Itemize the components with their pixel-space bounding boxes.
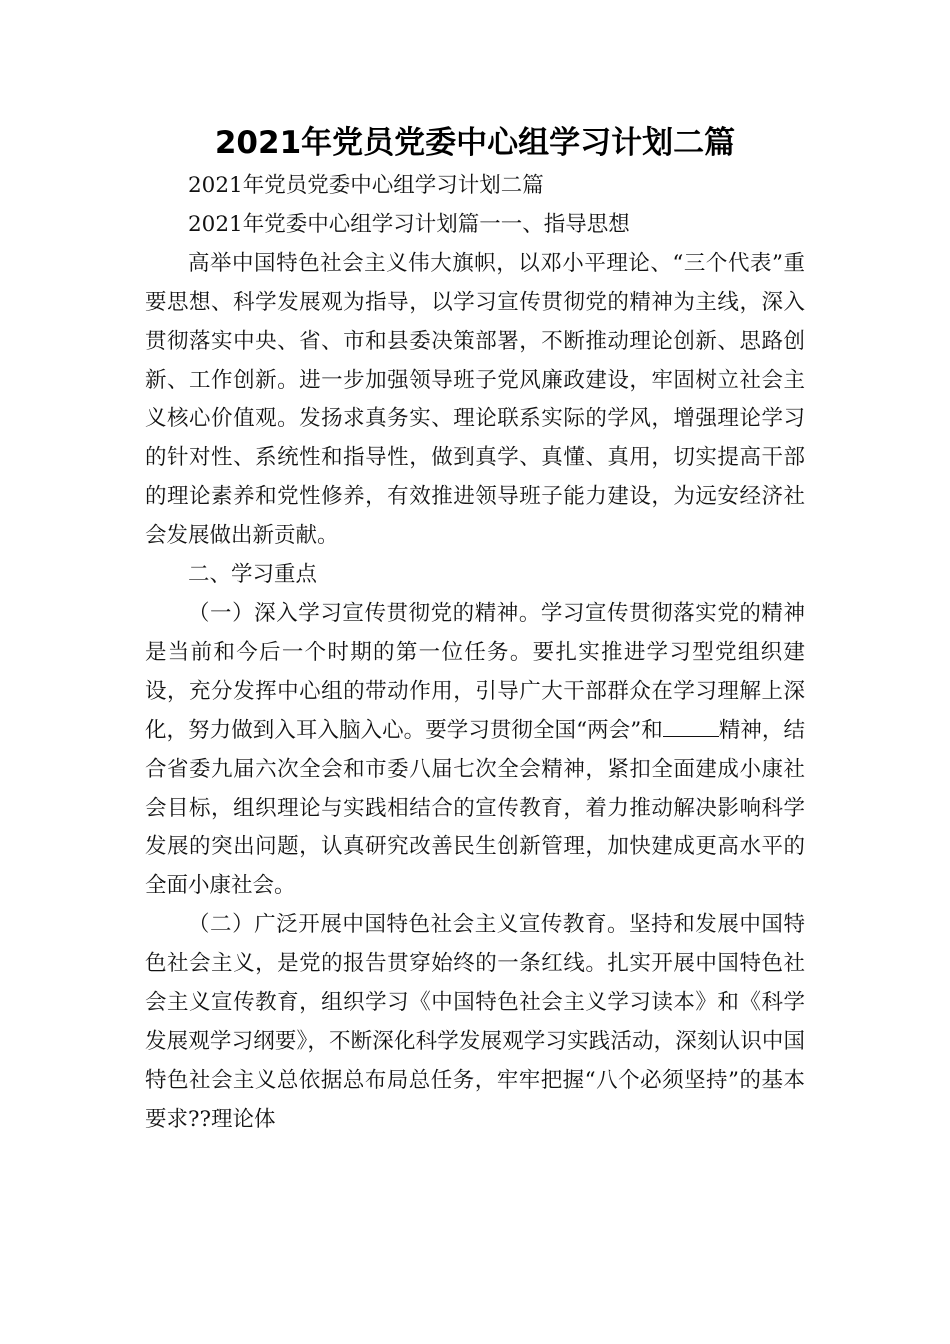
blank-underline bbox=[663, 716, 719, 736]
paragraph-focus-two: （二）广泛开展中国特色社会主义宣传教育。坚持和发展中国特色社会主义，是党的报告贯穿始终的一条红线。扎实开展中国特色社会主义宣传教育，组织学习《中国特色社会主义学习读本》和《科学发展观学习纲要》，不断深化科学发展观学习实践活动，深刻认识中国特色社会主义总依据总布局总任务，牢牢把握“八个必须坚持”的基本要求??理论体 bbox=[145, 912, 805, 1132]
document-title: 2021年党员党委中心组学习计划二篇 bbox=[214, 125, 736, 161]
paragraph-study-focus-heading: 二、学习重点 bbox=[188, 562, 318, 588]
document-body bbox=[145, 167, 805, 1140]
paragraph-focus-one bbox=[145, 595, 805, 906]
focus-one-text-before-blank: （一）深入学习宣传贯彻党的精神。学习宣传贯彻落实党的精神是当前和今后一个时期的第一位任务。要扎实推进学习型党组织建设，充分发挥中心组的带动作用，引导广大干部群众在学习理解上深化，努力做到入耳入脑入心。要学习贯彻全国“两会”和 bbox=[145, 600, 805, 743]
paragraph-subtitle: 2021年党员党委中心组学习计划二篇 bbox=[188, 173, 544, 198]
focus-one-text-after-blank: 精神，结合省委九届六次全会和市委八届七次全会精神，紧扣全面建成小康社会目标，组织理论与实践相结合的宣传教育，着力推动解决影响科学发展的突出问题，认真研究改善民生创新管理，加快建成更高水平的全面小康社会。 bbox=[145, 717, 805, 899]
paragraph-guiding-ideology-heading: 2021年党委中心组学习计划篇一一、指导思想 bbox=[188, 211, 630, 237]
paragraph-guiding-ideology: 高举中国特色社会主义伟大旗帜，以邓小平理论、“三个代表”重要思想、科学发展观为指导，以学习宣传贯彻党的精神为主线，深入贯彻落实中央、省、市和县委决策部署，不断推动理论创新、思路创新、工作创新。进一步加强领导班子党风廉政建设，牢固树立社会主义核心价值观。发扬求真务实、理论联系实际的学风，增强理论学习的针对性、系统性和指导性，做到真学、真懂、真用，切实提高干部的理论素养和党性修养，有效推进领导班子能力建设，为远安经济社会发展做出新贡献。 bbox=[145, 250, 805, 549]
